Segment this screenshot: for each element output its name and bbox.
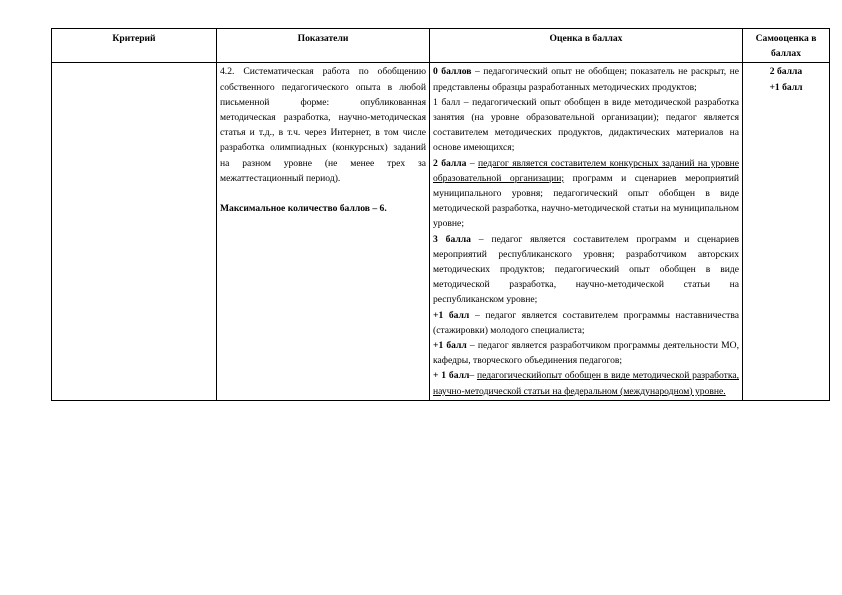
self-score-base: 2 балла bbox=[769, 66, 803, 78]
score-0-label: 0 баллов bbox=[433, 66, 472, 78]
indicator-text: 4.2. Систематическая работа по обобщению собственного педагогического опыта в любой письменной форме: опубликованная методическая разработка, научно-методическая статья и т.д., в т.ч. через Интернет, в том числе разработка олимпиадных (конкурсных) заданий на разном уровне (не менее трех за межаттестационный период). bbox=[220, 66, 426, 184]
score-1-paragraph: 1 балл – педагогический опыт обобщен в виде методической разработка занятия (на уровне образовательной организации); педагог является составителем методических продуктов, дидактических материалов на основе имеющихся; bbox=[433, 96, 739, 154]
bonus-1-label: +1 балл bbox=[433, 309, 470, 321]
header-scoring: Оценка в баллах bbox=[430, 29, 743, 63]
header-indicators: Показатели bbox=[217, 29, 430, 63]
bonus-3-underlined: педагогическийопыт обобщен в виде методической разработка, научно-методической статьи на федеральном (международном) уровне. bbox=[433, 370, 739, 397]
score-2-underlined: педагог является составителем конкурсных заданий на уровне образовательной организации; bbox=[433, 157, 740, 184]
score-0-text: – педагогический опыт не обобщен; показатель не раскрыт, не представлены образцы разработанных методических продуктов; bbox=[433, 66, 739, 93]
score-2-paragraph bbox=[433, 156, 739, 232]
bonus-3-label: + 1 балл bbox=[433, 370, 470, 382]
scoring-cell bbox=[430, 63, 743, 400]
self-assessment-cell bbox=[743, 63, 830, 400]
header-criterion: Критерий bbox=[52, 29, 217, 63]
max-score-text: Максимальное количество баллов – 6. bbox=[220, 203, 387, 215]
bonus-3-dash: – bbox=[469, 370, 477, 382]
score-3-paragraph bbox=[433, 232, 739, 308]
score-2-dash: – bbox=[466, 157, 479, 169]
bonus-2-text: – педагог является разработчиком программы деятельности МО, кафедры, творческого объединения педагогов; bbox=[433, 340, 739, 367]
score-2-label: 2 балла bbox=[433, 157, 467, 169]
bonus-2-paragraph bbox=[433, 338, 739, 368]
score-0-paragraph bbox=[433, 64, 739, 94]
bonus-3-paragraph bbox=[433, 368, 739, 398]
bonus-2-label: +1 балл bbox=[433, 340, 467, 352]
header-row bbox=[52, 29, 830, 63]
bonus-1-text: – педагог является составителем программы наставничества (стажировки) молодого специалиста; bbox=[433, 309, 739, 336]
indicator-cell bbox=[217, 63, 430, 400]
header-self-assessment: Самооценка в баллах bbox=[743, 29, 830, 63]
score-3-label: 3 балла bbox=[433, 233, 471, 245]
criterion-cell bbox=[52, 63, 217, 400]
table-row bbox=[52, 63, 830, 400]
self-score-bonus: +1 балл bbox=[769, 81, 803, 93]
score-3-text: – педагог является составителем программ и сценариев мероприятий республиканского уровня; разработчиком авторских методических продуктов; педагогический опыт обобщен в виде методической разработка, научно-методической статьи на республиканском уровне; bbox=[433, 233, 739, 306]
score-2-text: программ и сценариев мероприятий муниципального уровня; педагогический опыт обобщен в виде методической разработка, научно-методической статьи на муниципальном уровне; bbox=[433, 172, 739, 230]
criteria-table bbox=[51, 28, 830, 401]
bonus-1-paragraph bbox=[433, 308, 739, 338]
